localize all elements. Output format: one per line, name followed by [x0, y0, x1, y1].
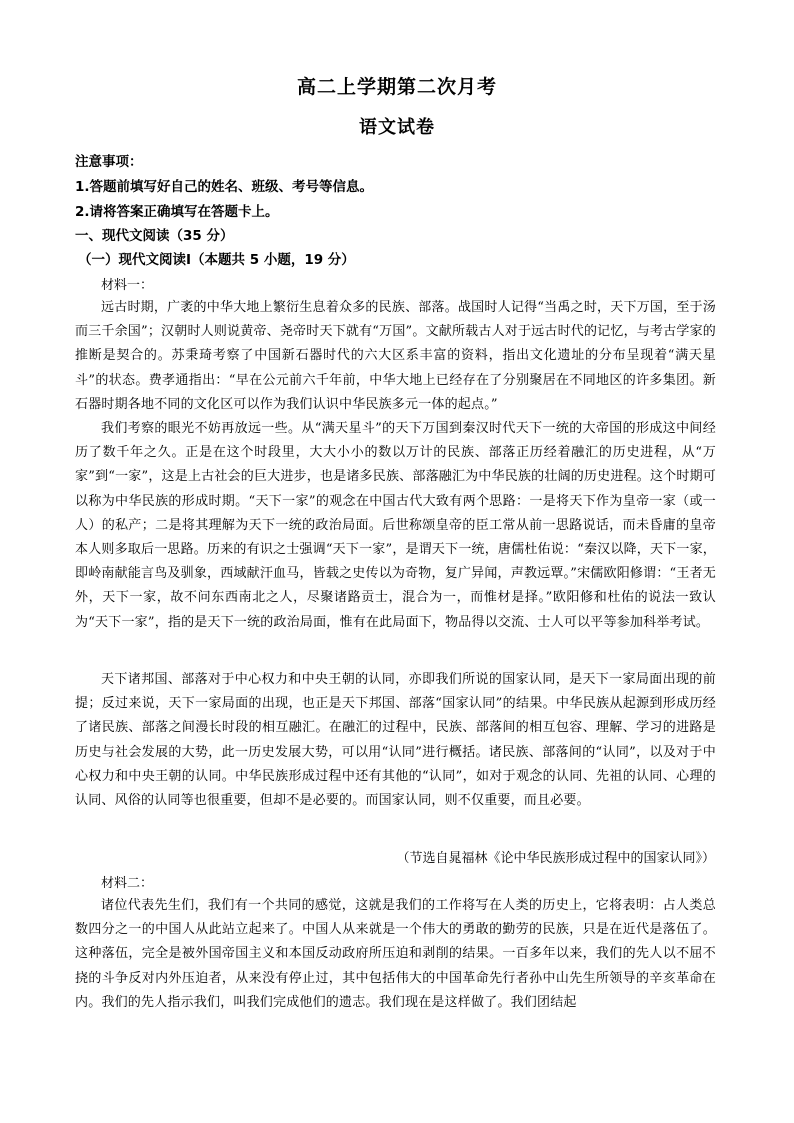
section-heading: 一、现代文阅读（35 分） [75, 228, 234, 244]
material-1-paragraph-2: 我们考察的眼光不妨再放远一些。从“满天星斗”的天下万国到秦汉时代天下一统的大帝国的形成这中间经历了数千年之久。正是在这个时段里，大大小小的数以万计的民族、部落正历经着融汇的历史进程，从“万家”到“一家”，这是上古社会的巨大进步，也是诸多民族、部落融汇为中华民族的壮阔的历史进程。这个时期可以称为中华民族的形成时期。“天下一家”的观念在中国古代大致有两个思路：一是将天下作为皇帝一家（或一人）的私产；二是将其理解为天下一统的政治局面。后世称颂皇帝的臣工常从前一思路说话，而未昏庸的皇帝本人则多取后一思路。历来的有识之士强调“天下一家”，是谓天下一统，唐儒杜佑说：“秦汉以降，天下一家，即岭南献能言鸟及驯象，西域献汗血马，皆载之史传以为奇物，复广异闻，声教远覃。”宋儒欧阳修谓：“王者无外，天下一家，故不问东西南北之人，尽聚诸路贡士，混合为一，而惟材是择。”欧阳修和杜佑的说法一致认为“天下一家”，指的是天下一统的政治局面，惟有在此局面下，物品得以交流、士人可以平等参加科举考试。 [75, 421, 716, 630]
notice-item-2: 2.请将答案正确填写在答题卡上。 [75, 204, 279, 220]
exam-title: 高二上学期第二次月考 [296, 76, 497, 98]
material-1-paragraph-3: 天下诸邦国、部落对于中心权力和中央王朝的认同，亦即我们所说的国家认同，是天下一家局面出现的前提；反过来说，天下一家局面的出现，也正是天下邦国、部落“国家认同”的结果。中华民族从起源到形成历经了诸民族、部落之间漫长时段的相互融汇。在融汇的过程中，民族、部落间的相互包容、理解、学习的进路是历史与社会发展的大势，此一历史发展大势，可以用“认同”进行概括。诸民族、部落间的“认同”，以及对于中心权力和中央王朝的认同。中华民族形成过程中还有其他的“认同”，如对于观念的认同、先祖的认同、心理的认同、风俗的认同等也很重要，但却不是必要的。而国家认同，则不仅重要，而且必要。 [75, 672, 716, 809]
material-2-paragraph-1: 诸位代表先生们，我们有一个共同的感觉，这就是我们的工作将写在人类的历史上，它将表明：占人类总数四分之一的中国人从此站立起来了。中国人从来就是一个伟大的勇敢的勤劳的民族，只是在近代是落伍了。这种落伍，完全是被外国帝国主义和本国反动政府所压迫和剥削的结果。一百多年以来，我们的先人以不屈不挠的斗争反对内外压迫者，从来没有停止过，其中包括伟大的中国革命先行者孙中山先生所领导的辛亥革命在内。我们的先人指示我们，叫我们完成他们的遗志。我们现在是这样做了。我们团结起 [75, 898, 716, 1010]
notice-item-1: 1.答题前填写好自己的姓名、班级、考号等信息。 [75, 179, 374, 195]
material-1-source: （节选自晁福林《论中华民族形成过程中的国家认同》） [396, 851, 715, 866]
notice-heading: 注意事项： [75, 154, 143, 170]
material-1-label: 材料一： [101, 278, 154, 293]
subject-title: 语文试卷 [359, 117, 435, 138]
material-1-paragraph-1: 远古时期，广袤的中华大地上繁衍生息着众多的民族、部落。战国时人记得“当禹之时，天下万国，至于汤而三千余国”；汉朝时人则说黄帝、尧帝时天下就有“万国”。文献所载古人对于远古时代的记忆，与考古学家的推断是契合的。苏秉琦考察了中国新石器时代的六大区系丰富的资料，指出文化遗址的分布呈现着“满天星斗”的状态。费孝通指出：“早在公元前六千年前，中华大地上已经存在了分别聚居在不同地区的许多集团。新石器时期各地不同的文化区可以作为我们认识中华民族多元一体的起点。” [75, 300, 716, 412]
subsection-heading: （一）现代文阅读Ⅰ（本题共 5 小题，19 分） [78, 252, 355, 268]
material-2-label: 材料二： [101, 876, 154, 891]
